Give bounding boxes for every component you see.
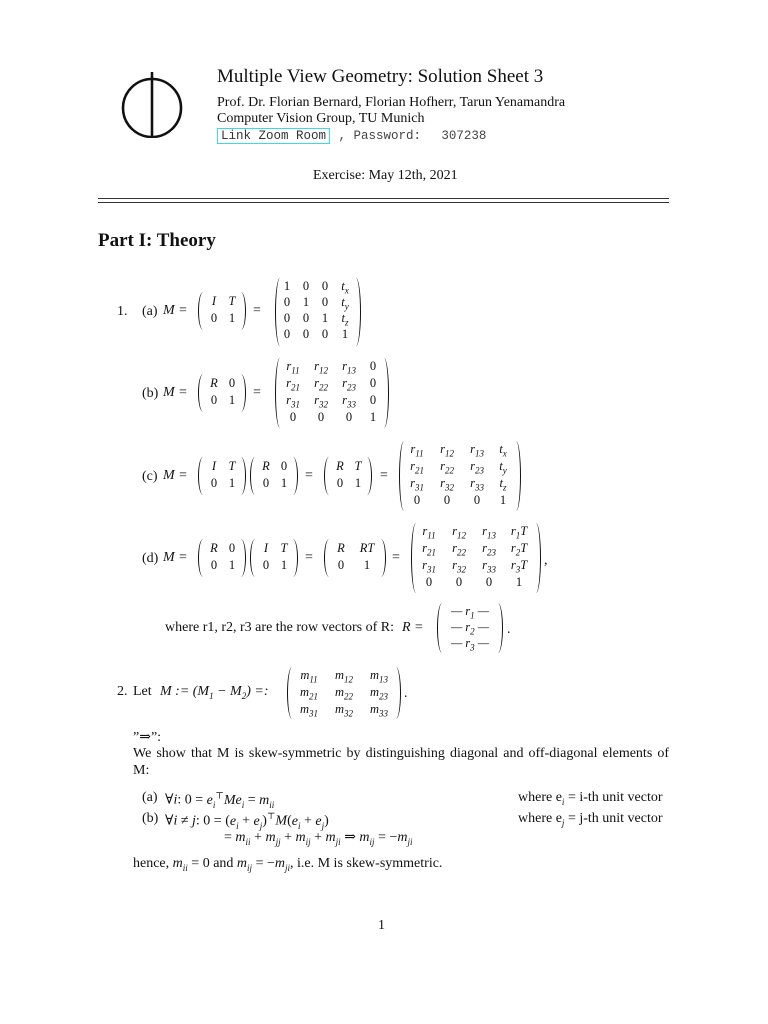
part-c-label: (c) (142, 469, 158, 484)
offdiagonal-derivation-2: = $m_{ii} + m_{jj} + m_{ij} + m_{ji}$ ⇒ $m_{ij} = -m_{ji}$ (224, 830, 413, 847)
part-a-label: (a) (142, 304, 158, 319)
exercise-date: Exercise: May 12th, 2021 (313, 168, 458, 183)
password-label: , Password: (338, 129, 421, 143)
group-name: Computer Vision Group, TU Munich (217, 111, 425, 126)
skew-symmetric-intro: We show that M is skew-symmetric by distinguishing diagonal and off-diagonal elements of M: (133, 746, 669, 778)
zoom-room-link[interactable]: Link Zoom Room (217, 128, 330, 144)
page-number: 1 (378, 918, 385, 933)
matrix-c-2: R 0 0 1 (250, 457, 298, 495)
problem-2-number: 2. (117, 684, 128, 699)
matrix-b-full: $r_{11}$ $r_{12}$ $r_{13}$ 0 $r_{21}$ $r_{22}$ $r_{23}$ 0 $r_{31}$ $r_{32}$ $r_{33}$ 0 0 0 0 1 (275, 358, 389, 428)
matrix-d-3: R RT 0 1 (324, 539, 386, 577)
matrix-b-block: R 0 0 1 (198, 374, 246, 412)
part-a-lhs: M = (163, 303, 188, 318)
password-value: 307238 (441, 129, 487, 143)
matrix-a-block: I T 0 1 (198, 292, 246, 330)
problem-2-a-label: (a) (142, 790, 158, 805)
authors: Prof. Dr. Florian Bernard, Florian Hofherr, Tarun Yenamandra (217, 95, 566, 110)
header-rule-bottom (98, 202, 669, 203)
matrix-a-full: 1 0 0 $t_x$ 0 1 0 $t_y$ 0 0 1 $t_z$ 0 0 0 1 (275, 278, 361, 346)
problem-1-number: 1. (117, 304, 128, 319)
header-rule-top (98, 198, 669, 199)
offdiagonal-derivation: ∀i ≠ j: $0 = (e_i + e_j)^⊤M(e_i + e_j)$ (165, 811, 329, 831)
part-d-label: (d) (142, 551, 159, 566)
unit-vector-note-j: where $e_j = j-th$ unit vector (518, 811, 663, 828)
part-b-label: (b) (142, 386, 159, 401)
matrix-d-full: $r_{11}$ $r_{12}$ $r_{13}$ $r_1T$ $r_{21}$ $r_{22}$ $r_{23}$ $r_2T$ $r_{31}$ $r_{32}$ $r_{33}$ $r_3T$ 0 0 0 1 (411, 523, 541, 593)
problem-2-let: Let (133, 684, 152, 699)
diagonal-derivation: ∀i: $0 = e_i^⊤Me_i = m_{ii}$ (165, 790, 275, 810)
matrix-c-3: R T 0 1 (324, 457, 372, 495)
matrix-r-rows: — $r_1$ — — $r_2$ — — $r_3$ — (437, 603, 503, 653)
skew-symmetric-conclusion: hence, $m_{ii} = 0$ and $m_{ij} = -m_{ji}$, i.e. M is skew-symmetric. (133, 856, 443, 873)
forward-direction-label: ”⇒”: (133, 730, 162, 745)
problem-2-b-label: (b) (142, 811, 159, 826)
university-logo (118, 70, 186, 138)
problem-2-def: M := $(M_1 - M_2)$ =: (160, 684, 269, 701)
matrix-c-full: $r_{11}$ $r_{12}$ $r_{13}$ $t_x$ $r_{21}$ $r_{22}$ $r_{23}$ $t_y$ $r_{31}$ $r_{32}$ $r_{33}$ $t_z$ 0 0 0 1 (399, 441, 521, 511)
matrix-m: $m_{11}$ $m_{12}$ $m_{13}$ $m_{21}$ $m_{22}$ $m_{23}$ $m_{31}$ $m_{32}$ $m_{33}$ (287, 667, 401, 719)
row-vectors-note: where r1, r2, r3 are the row vectors of R: (165, 620, 394, 635)
part-title: Part I: Theory (98, 230, 216, 251)
unit-vector-note-i: where $e_i = i-th$ unit vector (518, 790, 663, 807)
matrix-d-2: I T 0 1 (250, 539, 298, 577)
document-title: Multiple View Geometry: Solution Sheet 3 (217, 66, 544, 87)
matrix-d-1: R 0 0 1 (198, 539, 246, 577)
matrix-c-1: I T 0 1 (198, 457, 246, 495)
